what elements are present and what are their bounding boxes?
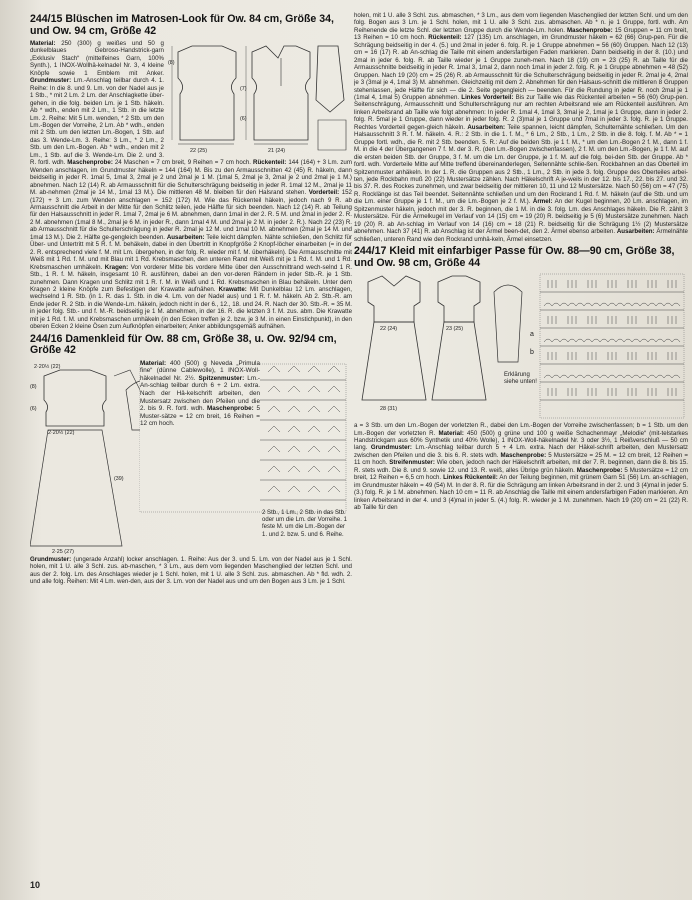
maschenprobe-b-text: 5 Muster-sätze = 12 cm breit, 16 Reihen = 12 cm hoch. — [140, 405, 260, 428]
rueckenteil-c-label: Rückenteil: — [428, 34, 462, 42]
vorderteil-label: Vorderteil: — [308, 189, 340, 197]
vorderteile-text: Vorderteile Mitte auf Mitte treffend übereinanderlegen, Seitennähte schlie-ßen. Rockbahnen an das Oberteil im Spitzenmuster anhäkeln. In der 1. R. die Gruppen aus 2 Stb., 1 Lm., 2 Stb. in jede 3. folg. Gruppe des Oberteiles arbei-ten, jede Rockbahn muß 20 (22) Mustersätze zählen. Nach Häkelschrift A je-weils in der 12. bis 17., 22. bis 27. und 32. bis 37. R. des Rockes zunehmen, und zwar beidseitig der mittleren 10, 11 und 12 Mustersätze. Nach 50 (56) cm = 47 (75) R. Rocklänge ist das Teil beendet. Seitennähte schließen und um den Rockrand 1 Rd. f. M. häkeln (auf die Stb. und um die Lm. einer Gruppe je 1 f. M., um die Lm.-Bogen je 2 f. M.). — [354, 161, 688, 206]
grundmuster-d-label: Grundmuster: — [370, 444, 412, 452]
maschenprobe-c-text: 15 Gruppen = 11 cm breit, 13 Reihen = 10 cm hoch. — [354, 26, 688, 42]
erklaerung-note: Erklärung siehe unten! — [504, 372, 537, 386]
diagram-a-label-5: (6) — [240, 116, 247, 122]
krawatte-text: Mit Dunkelblau 12 Lm. anschlagen, wechselnd 1 R. Stb. (in 1. R. das 1. Stb. in die 4. Lm. von der Nadel aus) und 1 R. f. M. häkeln. Ab 2. Stb.-R. am Ende jeder R. 2 Stb. in die Wende-Lm. häkeln, jedoch nicht in der 6., 12., 18. und 24. R. Nach der 30. Stb.-R. = 35 M. in jeder folg. Stb.- und f. M.-R. beidseitig je 1 M. abnehmen, in der 16. R. die letzten 3 f. M. zus. abm. Die Krawatte mit je 1 Rd. f. M. und Krebsmaschen umhäkeln (in den Ecken treffen je 2. bzw. je 3 M. in einen Einstichpunkt), in den oberen Ecken 2 kleine Ösen zum Aufknöpfen einarbeiten; Anker abbildungsgemäß aufnähen. — [30, 285, 352, 331]
maschenprobe-d2-label: Maschenprobe: — [576, 466, 623, 474]
section-title-244-16: 244/16 Damenkleid für Ow. 88 cm, Größe 38, u. Ow. 92/94 cm, Größe 42 — [30, 332, 337, 357]
maschenprobe-text: 24 Maschen = 7 cm breit, 9 Reihen = 7 cm hoch. — [114, 159, 252, 167]
diagram-d-label-a: a — [530, 331, 534, 339]
right-column — [354, 12, 688, 884]
left-column — [30, 14, 352, 874]
ausarbeiten-label: Ausarbeiten: — [166, 233, 205, 241]
diagram-b-label-5: 2·20½ (22) — [48, 429, 75, 436]
ausarbeiten-c-text: Teile spannen, leicht dämpfen, Schulternähte schließen. Um den Halsausschnitt 3 R. f. M. häkeln. 4. R.: 2 Stb. in die 1. f. M., * 6 Lm., 2 Stb., 1 Lm., 2 Stb. in die 8. folg. f. M. Ab * = 1 Gruppe fortl. wdh., die R. mit 2 Stb. beenden. 5. R.: Auf die beiden Stb. je 1 f. M., * um den Lm.-Bogen 2 f. M., dann 1 f. M. in die 4 der Übergangenen 7 f. M. der 3. R. (den Lm.-Bogen zwischenfassen), 2 f. M. um den Lm.-Bogen, je 1 f. M. auf die ersten beiden Stb. der Gruppe, 3 f. M. um die Lm. der Gruppe, je 1 f. M. auf die folg. bei-den Stb. der Gruppe. Ab * fortl. wdh. — [354, 123, 688, 169]
section-b-legend: 2 Stb., 1 Lm., 2 Stb. in das Stb. oder um die Lm. der Vorreihe. 1 feste M. um die Lm.-Bogen der 1. und 2. bzw. 5. und 6. Reihe. — [262, 509, 347, 538]
material-d-label: Material: — [438, 429, 464, 437]
aermel-text: An der Kugel beginnen, 20 Lm. anschlagen, im Spitzenmuster häkeln, jedoch mit der 3. R. beginnen, die 1 M. in die 3. folg. Lm. des Anschlages häkeln. Die R. zählt 3 Mustersätze. Für die Ärmelkugel im Verlauf von 14 (15) cm = 19 (20) R. beidseitig je 5 (6) Mustersätze zunehmen. Nach 19 (20) R. ab An-schlag im Verlauf von 14 (16) cm = 18 (21) R. beidseitig für die Schrägung 1½ (2) Mustersätze abnehmen. Nach 37 (41) R. ab Anschlag ist der Ärmel been-det, den 2. Ärmel ebenso arbeiten. — [354, 198, 688, 236]
diagram-b-label-4: (39) — [114, 475, 124, 482]
kragen-label: Kragen: — [104, 263, 129, 271]
spitzenmuster-label: Spitzenmuster: — [198, 374, 245, 382]
maschenprobe-d-label: Maschenprobe: — [500, 451, 547, 459]
krawatte-label: Krawatte: — [218, 285, 247, 293]
diagram-d-label-1: 22 (24) — [380, 326, 398, 333]
diagram-d-label-b: b — [530, 349, 534, 357]
linkes-rueckenteil-text: An der Teilung beginnen, mit grünem Garn 51 (56) Lm. an-schlagen, im Grundmuster häkeln = 49 (54) M. In der 8. R. für die Schrägung am linken Arbeitsrand in der 2. und 3 (4)mal in jeder 5. (3.) folg. R. je 1 M. abnehmen. Nach 10 cm = 11 R. ab Anschlag die Taille mit einem andersfarbigen Faden markieren. Am linken Arbeitsrand in der 4. und 3 (4)mal in jeder 5. (4.) folg. R. wieder je 1 M. zunehmen. Nach 19 (20) cm = 21 (22) R. ab Taille für den — [354, 474, 688, 512]
grundmuster-b-text: (ungerade Anzahl) locker anschlagen. 1. Reihe: Aus der 3. und 5. Lm. von der Nadel aus je 1 Schl. holen, mit 1 U. alle 3 Schl. zus. ab-maschen, * 3 Lm., aus dem vorn liegenden Maschenglied der letzten Schl. und aus der 2. folg. Lm. des Anschlages wieder je 1 Schl. holen, mit 1 U. alle 3 Schl. zus. abmaschen. Ab * fld. wdh. 2. und alle folg. Reihen: Mit 4 Lm. wen-den, aus der 3. Lm. von der Nadel aus und um den Bogen aus 3 Lm. je 1 Schl. — [30, 555, 352, 586]
section-b-grundmuster — [30, 556, 352, 586]
section-title-244-15: 244/15 Blüschen im Matrosen-Look für Ow. 84 cm, Größe 34, und Ow. 94 cm, Größe 42 — [30, 14, 334, 37]
page-number: 10 — [30, 880, 41, 890]
diagram-b-label-1: 2·20½ (22) — [34, 363, 61, 370]
diagram-b-label-2: (8) — [30, 383, 37, 390]
diagram-a-label-2: 21 (24) — [268, 148, 286, 154]
section-d-text — [354, 422, 688, 511]
maschenprobe-c-label: Maschenprobe: — [567, 26, 613, 34]
blouse-pattern-diagram — [168, 40, 352, 156]
kleid-schematic-svg — [354, 272, 688, 422]
rueckenteil-c-text: 127 (135) Lm. anschlagen, im Grundmuster häkeln = 62 (66) Grup-pen. Für die Schrägung beidseitig in der 4. (5.) und 2mal in jeder 6. folg. R. je 1 Gruppe abnehmen = 56 (60) Gruppen. Nach 12 (13) cm = 16 (17) R. ab An-schlag die Taille mit einem andersfarbigen Faden markieren. Dann beidseitig in der 8. (10.) und 2mal in jeder 6. folg. R. ab Taille wieder je 1 Gruppe zuneh-men. Nach 18 (19) cm = 23 (25) R. ab Taille für die Armausschnitte beidseitig in jeder R. 1mal 3, 1mal 2, dann noch 1mal in jeder 2. folg. R. je 1 Gruppe abnehmen = 48 (52) Gruppen. Nach 19 (20) cm = 25 (26) R. ab Armausschnitt für die Schulterschrägung beidseitig in jeder R. 2mal je 4, 2mal je 3 (3mal je 4, 1mal 3) M. abnehmen. Gleichzeitig mit dem 2. Abnehmen für den Halsaus-schnitt die mittleren 8 Gruppen stehenlassen, jede Hälfte für sich — die 2. Seite gegengleich — beenden. Für die Rundung in jeder R. noch 2mal je 1 (1mal 4, 1mal 5) Gruppen abnehmen. — [354, 34, 688, 101]
linkes-vorderteil-text: Bis zur Taille wie das Rückenteil arbeiten = 56 (60) Grup-pen. Seitenschrägung, Armausschnitt und Schulterschrägung nur am rechten Arbeitsrand wie am Rückenteil ausführen. Am linken Arbeitsrand ab Taille wie folgt abnehmen: In jeder R. 1mal 4, 1mal 3, 3mal je 2, 1mal je 1 Gruppe, dann in jeder 2. folg. R. 5mal je 1 Gruppe, dann wieder in jeder folg. R. 2 (3)mal je 1 Gruppe und 7mal in jeder 3. folg. R. je 1 Gruppe. Rechtes Vorderteil gegen-gleich häkeln. — [354, 93, 688, 131]
material-text: 250 (300) g weißes und 50 g dunkelblaues Gebroso-Handstrick-garn „Exklusiv Stach“ (mittelfeines Garn, 100% Synth.), 1 INOX-Wollhä-kelnadel Nr. 3, 4 kleine Knöpfe sowie 1 Emblem mit Anker. — [30, 40, 164, 77]
maschenprobe-label: Maschenprobe: — [67, 159, 113, 167]
streifenmuster-label: Streifenmuster: — [389, 459, 435, 467]
diagram-a-label-4: (7) — [240, 86, 247, 92]
dress-diagram-area — [30, 360, 352, 556]
legend-d-text: a = 3 Stb. um den Lm.-Bogen der vorletzten R., dabei den Lm.-Bogen der Vorreihe zwischenfassen; b = 1 Stb. um den Lm.-Bogen der vorletzten R. — [354, 422, 688, 437]
material-label: Material: — [30, 40, 56, 47]
continuation-text: holen, mit 1 U. alle 3 Schl. zus. abmaschen, * 3 Lm., aus dem vorn liegenden Maschenglied der letzten Schl. und um den folg. Bogen aus 3 Lm. je 1 Schl. holen, mit 1 U. alle 3 Schl. zus. abmaschen. Ab * n. je 1 Gruppe, fortl. wdh. Am Reihenende die letzte Schl. der letzten Gruppe durch die Wende-Lm. holen. — [354, 12, 688, 34]
diagram-a-label-3: (8) — [168, 60, 175, 66]
grundmuster-b-label: Grundmuster: — [30, 555, 72, 563]
grundmuster-d-text: Lm.-Anschlag teilbar durch 5 + 4 Lm. extra. Nach der Häkel-schrift arbeiten, den Mustersatz zwischen den Pfeilen und die 3. bis 6. R. stets wdh. — [354, 444, 688, 459]
section-c-text — [354, 12, 688, 243]
material-b-label: Material: — [140, 359, 167, 367]
material-b-text: 400 (500) g Neveda „Primula fine“ (dünne Cablewolle), 1 INOX-Woll-häkelnadel Nr. 2½. — [140, 359, 260, 382]
linkes-rueckenteil-label: Linkes Rückenteil: — [443, 474, 498, 482]
diagram-b-label-6: 2·25 (27) — [52, 548, 74, 555]
maschenprobe-b-label: Maschenprobe: — [206, 405, 254, 413]
linkes-vorderteil-label: Linkes Vorderteil: — [461, 93, 514, 101]
grundmuster-label: Grundmuster: — [30, 77, 72, 85]
streifenmuster-text: Wie oben, jedoch nach der Häkelschrift arbeiten, mit der 7. R. beginnen, dann die 8. bis 15. R. stets wdh. Die 8. und 9. sowie 12. und 13. R. weiß, alles Übrige grün häkeln. — [354, 459, 688, 474]
rueckenteil-text: 144 (164) + 3 Lm. zum Wenden anschlagen, im Grundmuster häkeln = 144 (164) M. Bis zu den Armausschnitten 42 (45) R. häkeln, dann beidseitig in jeder R. 1mal 5, 1mal 3, 2mal je 2 und 2mal je 1 M. (1mal 5, 2mal je 3, 2mal je 2 und 2mal je 1 M.) abnehmen. Nach 12 (14) R. ab Armausschnitt für die Schulterschrägung beidseitig in jeder R. 1mal 12 M., 2mal je 11 M. ab-nehmen (2mal je 14 M., 1mal 13 M.). Die mittleren 48 M. bleiben für den Halsrand stehen. — [30, 159, 352, 197]
ausarbeiten-c2-label: Ausarbeiten: — [616, 228, 655, 236]
kragen-text: Von vorderer Mitte bis vordere Mitte über den Ausschnittrand wech-selnd 1 R. Stb., 1 R. f. M. häkeln, insgesamt 10 R. ausführen, dabei an den vor-deren Rändern in jeder Stb.-R. je 1 Stb. zunehmen. Dann Kragen und Schlitz mit 1 R. f. M. in Weiß und 1 Rd. Krebsmaschen in Blau behäkeln. Unter dem Kragen 2 kleine Knöpfe zum Befestigen der Krawatte aufnähen. — [30, 263, 352, 293]
section-b-material — [140, 360, 260, 428]
ausarbeiten-c2-text: Ärmelnähte schließen, unteren Rand wie den Rockrand umhä-keln, Ärmel einsetzen. — [354, 228, 688, 243]
vorderteil-text: 152 (172) + 3 Lm. zum Wenden anschlagen = 152 (172) M. Wie das Rückenteil häkeln, jedoch nach 9 R. ab Armausschnitt die Arbeit in der Mitte für den Schlitz teilen, jede Hälfte für sich beenden. Nach 12 (14) R. ab Teilung für den Halsausschnitt in jeder R. 1mal 7, 2mal je 6 M. abnehmen, dann 1mal in der 2. R. 5 M. und 2mal in jeder 2. R. 2 M. abnehmen (1mal 8 M., 2mal je 6 M. in jeder R., dann 1mal 4 M. und 2mal je 2 M. in jeder 2. R.). Nach 22 (23) R. ab Armausschnitt für die Schulterschrägung in jeder R. 2mal je 12 M. und 1mal 10 M. abnehmen (2mal je 14 M. und 1mal 13 M.). Die 2. Hälfte ge-gengleich beenden. — [30, 189, 352, 241]
ausarbeiten-c-label: Ausarbeiten: — [467, 123, 506, 131]
grundmuster-text: Lm.-Anschlag teilbar durch 4. 1. Reihe: In die 8. und 9. Lm. von der Nadel aus je 1 Stb., * mit 2 Lm. 2 Lm. der Anschlagkette über-gehen, in die folg. beiden Lm. je 1 Stb. häkeln. Ab * wdh., enden mit 2 Lm., 1 Stb. in die letzte Lm. 2. Reihe: Mit 5 Lm. wenden, * 2 Stb. um den Lm.-Bogen der Vorreihe, 2 Lm. Ab * wdh., enden mit 2 Stb. um den letzten Lm.-Bogen, 1 Stb. auf das 3. Wende-Lm. 3. Reihe: 3 Lm., * 2 Lm., 2 Stb. um den Lm.-Bogen. Ab * wdh., enden mit 2 Lm., 1 Stb. auf die 3. Wende-Lm. Die 2. und 3. R. fortl. wdh. — [30, 77, 164, 167]
dress-text-block — [140, 360, 260, 510]
aermel-label: Ärmel: — [532, 198, 553, 206]
diagram-a-label-1: 22 (25) — [190, 148, 208, 154]
kleid-diagram-area — [354, 272, 688, 422]
diagram-d-label-3: 28 (31) — [380, 406, 398, 413]
ausarbeiten-text: Teile leicht dämpfen. Nähte schließen, den Schlitz für Über- und Untertritt mit 5 R. f. M. behäkeln, dabei in den Übertritt in Knopfgröße 2 Knopf-löcher einarbeiten (= in der 2. R. entsprechend viele f. M. mit Lm. übergehen, in der folg. R. wieder mit f. M. überhäkeln). Die Armausschnitte mit Weiß mit 1 Rd. f. M. und mit Blau mit 1 Rd. Krebsmaschen, den unteren Rand mit Weiß mit je 1 Rd. f. M. und 1 Rd. Krebsmaschen umhäkeln. — [30, 233, 352, 271]
material-d-text: 450 (500) g grüne und 100 g weiße Schachenmayr „Melodie“ (mit-telstarkes Handstrickgarn aus 60% Synthetik und 40% Wolle), 1 INOX-Woll-häkelnadel Nr. 3 oder 3½, 1 Reißverschluß — 50 cm lang. — [354, 429, 688, 452]
diagram-b-label-3: (6) — [30, 405, 37, 412]
maschenprobe-d-text: 5 Mustersätze = 25 M. = 12 cm breit, 12 Reihen = 11 cm hoch. — [354, 451, 688, 467]
blouse-schematic-svg — [168, 40, 352, 156]
section-title-244-17: 244/17 Kleid mit einfarbiger Passe für Ow. 88—90 cm, Größe 38, und Ow. 98 cm, Größe 44 — [354, 245, 675, 269]
spitzenmuster-text: Lm.-An-schlag teilbar durch 6 + 2 Lm. extra. Nach der Hä-kelschrift arbeiten, den Mustersatz zwischen den Pfeilen und die 2. bis 9. R. fortl. wdh. — [140, 374, 260, 413]
diagram-d-label-2: 23 (25) — [446, 326, 464, 333]
rueckenteil-label: Rückenteil: — [253, 159, 287, 167]
maschenprobe-d2-text: 5 Mustersätze = 12 cm breit, 12 Reihen = 6,5 cm hoch. — [354, 466, 688, 482]
